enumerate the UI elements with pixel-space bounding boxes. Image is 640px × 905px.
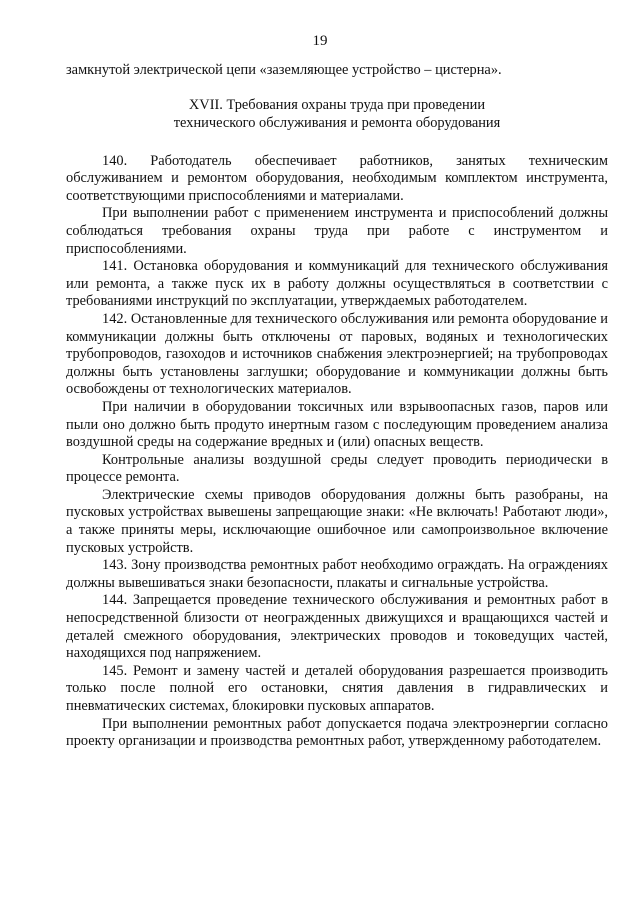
intro-line: замкнутой электрической цепи «заземляющее устройство – цистерна». xyxy=(66,62,502,78)
paragraph-144: 144. Запрещается проведение технического обслуживания и ремонтных работ в непосредственной близости от неогражденных движущихся и вращающихся частей и деталей смежного оборудования, электрических проводов и токоведущих частей, находящихся под напряжением. xyxy=(66,592,608,662)
section-title xyxy=(66,96,608,133)
document-body xyxy=(66,62,608,751)
paragraph-140-tools: При выполнении работ с применением инструмента и приспособлений должны соблюдаться требования охраны труда при работе с инструментом и приспособлениями. xyxy=(66,205,608,257)
paragraph-145-power: При выполнении ремонтных работ допускается подача электроэнергии согласно проекту организации и производства ремонтных работ, утвержденному работодателем. xyxy=(66,715,608,750)
section-title-line-2: технического обслуживания и ремонта оборудования xyxy=(173,115,501,132)
paragraph-142-air-analysis: Контрольные анализы воздушной среды следует проводить периодически в процессе ремонта. xyxy=(66,451,608,486)
paragraph-140: 140. Работодатель обеспечивает работников, занятых техническим обслуживанием и ремонтом оборудования, необходимым комплектом инструмента, соответствующими приспособлениями и материалами. xyxy=(66,152,608,204)
section-title-line-1: XVII. Требования охраны труда при проведении xyxy=(188,96,486,113)
paragraph-141: 141. Остановка оборудования и коммуникаций для технического обслуживания или ремонта, а также пуск их в работу должны осуществляться в соответствии с требованиями инструкций по эксплуатации, утверждаемых работодателем. xyxy=(66,258,608,310)
paragraph-142: 142. Остановленные для технического обслуживания или ремонта оборудование и коммуникации должны быть отключены от паровых, водяных и технологических трубопроводов, газоходов и источников снабжения электроэнергией; на трубопроводах должны быть установлены заглушки; оборудование и коммуникации должны быть освобождены от технологических материалов. xyxy=(66,310,608,398)
paragraph-142-gases: При наличии в оборудовании токсичных или взрывоопасных газов, паров или пыли оно должно быть продуто инертным газом с последующим проведением анализа воздушной среды на содержание вредных и (или) опасных веществ. xyxy=(66,398,608,451)
paragraph-143: 143. Зону производства ремонтных работ необходимо ограждать. На ограждениях должны вывешиваться знаки безопасности, плакаты и сигнальные устройства. xyxy=(66,557,608,591)
paragraph-142-electrical: Электрические схемы приводов оборудования должны быть разобраны, на пусковых устройствах вывешены запрещающие знаки: «Не включать! Работают люди», а также приняты меры, исключающие ошибочное или самопроизвольное включение пусковых устройств. xyxy=(66,486,608,556)
page-number: 19 xyxy=(312,33,328,49)
paragraph-145: 145. Ремонт и замену частей и деталей оборудования разрешается производить только после полной его остановки, снятия давления в гидравлических и пневматических системах, блокировки пусковых аппаратов. xyxy=(66,662,608,714)
